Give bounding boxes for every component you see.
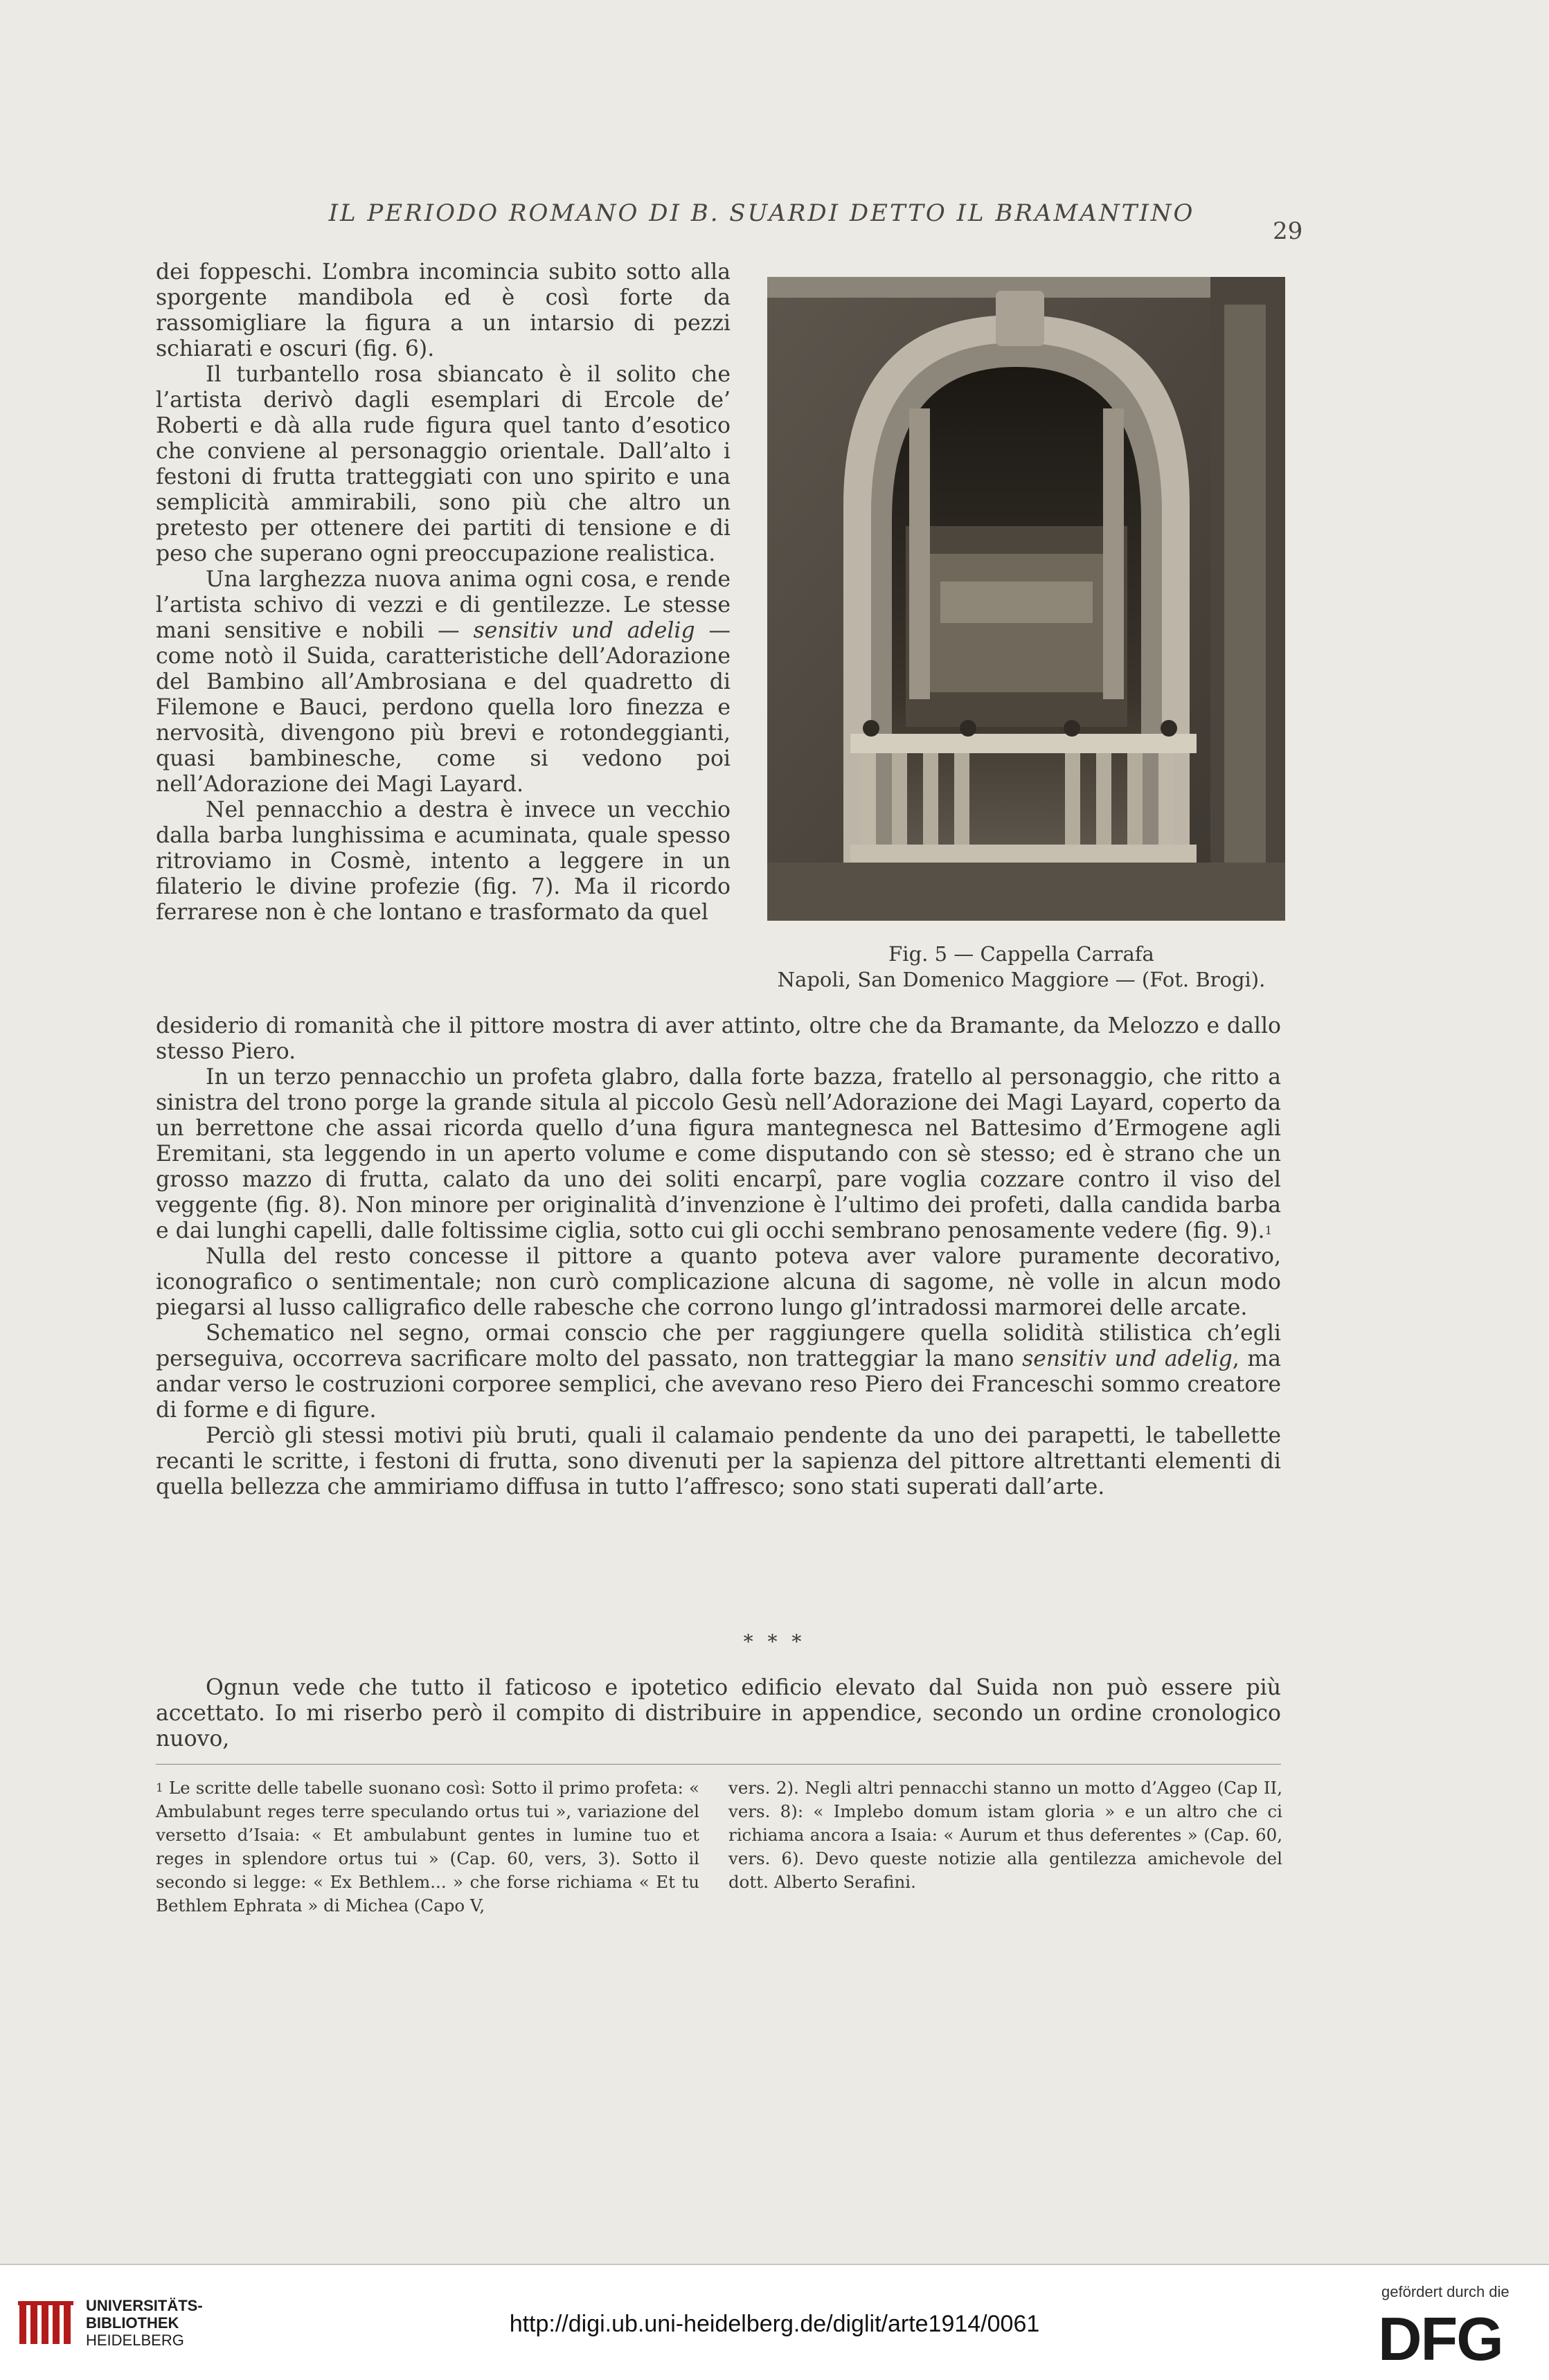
footer-divider (0, 2264, 1549, 2265)
permalink-url[interactable]: http://digi.ub.uni-heidelberg.de/diglit/arte1914/0061 (509, 2311, 1040, 2337)
paragraph (156, 1065, 1281, 1244)
footnote-left (156, 1776, 699, 1918)
text-run: In un terzo pennacchio un profeta glabro, dalla forte bazza, fratello al personaggio, che ritto a sinistra del trono porge la grande situla al piccolo Gesù nell’Adorazione dei Magi Layard, coperto da un berrettone che assai ricorda quello d’una figura mantegnesca nel Battesimo d’Ermogene agli Eremitani, sta leggendo in un aperto volume e come disputando con sè stesso; ed è strano che un grosso mazzo di frutta, calato da uno dei soliti encarpî, pare voglia cozzare contro il viso del veggente (fig. 8). Non minore per originalità d’invenzione è l’ultimo dei profeti, dalla candida barba e dai lunghi capelli, dalle foltissime ciglia, sotto cui gli occhi sembrano penosamente vedere (fig. 9). (156, 1065, 1281, 1243)
library-name-line: UNIVERSITÄTS- (86, 2297, 203, 2314)
paragraph: dei foppeschi. L’ombra incomincia subito sotto alla sporgente mandibola ed è così forte da rassomigliare la figura a un intarsio di pezzi schiarati e oscuri (fig. 6). (156, 260, 731, 361)
chapel-photo-illustration (767, 277, 1285, 921)
page-number: 29 (1273, 217, 1303, 245)
caption-line: Fig. 5 — Cappella Carrafa (888, 942, 1154, 966)
section-separator: * * * (743, 1630, 806, 1653)
wide-body-text (156, 1013, 1281, 1500)
footnote-marker: 1 (156, 1781, 163, 1795)
text-run: — come notò il Suida, caratteristiche dell’Adorazione del Bambino all’Ambrosiana e del quadretto di Filemone e Bauci, perdono quella loro finezza e nervosità, divengono più brevi e rotondeggianti, quasi bambinesche, come si vedono poi nell’Adorazione dei Magi Layard. (156, 618, 731, 797)
italic-term: sensitiv und adelig (473, 618, 695, 643)
figure-photograph (767, 277, 1285, 921)
italic-term: sensitiv und adelig (1022, 1346, 1233, 1371)
paragraph: Nel pennacchio a destra è invece un vecchio dalla barba lunghissima e acuminata, quale spesso ritroviamo in Cosmè, intento a leggere in un filaterio le divine profezie (fig. 7). Ma il ricordo ferrarese non è che lontano e trasformato da quel (156, 797, 731, 925)
paragraph: Ognun vede che tutto il faticoso e ipotetico edificio elevato dal Suida non può essere più accettato. Io mi riserbo però il compito di distribuire in appendice, secondo un ordine cronologico nuovo, (156, 1675, 1281, 1751)
footnote-ref: 1 (1264, 1224, 1273, 1238)
paragraph (156, 1321, 1281, 1423)
dfg-logo: DFG (1378, 2305, 1503, 2373)
paragraph (156, 567, 731, 797)
text-run: Schematico nel segno, ormai conscio che per raggiungere quella solidità stilistica ch’egli perseguiva, occorreva sacrificare molto del passato, non tratteggiar la mano (156, 1321, 1281, 1371)
digitization-footer (0, 2264, 1549, 2380)
paragraph: Il turbantello rosa sbiancato è il solito che l’artista derivò dagli esemplari di Ercole de’ Roberti e dà alla rude figura quel tanto d’esotico che conviene al personaggio orientale. Dall’alto i festoni di frutta tratteggiati con uno spirito e una semplicità ammirabili, sono più che altro un pretesto per ottenere dei partiti di tensione e di peso che superano ogni preoccupazione realistica. (156, 362, 731, 566)
footnote-divider (156, 1764, 1281, 1765)
left-column-text (156, 260, 731, 926)
running-header: IL PERIODO ROMANO DI B. SUARDI DETTO IL BRAMANTINO (328, 199, 1195, 227)
footnote-text: Le scritte delle tabelle suonano così: Sotto il primo profeta: « Ambulabunt reges terre speculando ortus tui », variazione del versetto d’Isaia: « Et ambulabunt gentes in lumine tuo et reges in splendore ortus tui » (Cap. 60, vers, 3). Sotto il secondo si legge: « Ex Bethlem... » che forse richiama « Et tu Bethlem Ephrata » di Michea (Capo V, (156, 1778, 699, 1915)
paragraph: desiderio di romanità che il pittore mostra di aver attinto, oltre che da Bramante, da Melozzo e dallo stesso Piero. (156, 1013, 1281, 1064)
text-run: Una larghezza nuova anima ogni cosa, e rende l’artista schivo di vezzi e di gentilezze. Le stesse mani sensitive e nobili — (156, 567, 731, 643)
library-name-line: BIBLIOTHEK (86, 2314, 179, 2332)
library-name-line: HEIDELBERG (86, 2332, 184, 2349)
funding-note: gefördert durch die (1381, 2283, 1510, 2300)
closing-text (156, 1675, 1281, 1752)
paragraph: Nulla del resto concesse il pittore a quanto poteva aver valore puramente decorativo, iconografico o sentimentale; non curò complicazione alcuna di sagome, nè volle in alcun modo piegarsi al lusso calligrafico delle rabesche che corrono lungo gl’intradossi marmorei delle arcate. (156, 1244, 1281, 1320)
text-run: , ma andar verso le costruzioni corporee semplici, che avevano reso Piero dei Franceschi sommo creatore di forme e di figure. (156, 1346, 1282, 1423)
paragraph: Perciò gli stessi motivi più bruti, quali il calamaio pendente da uno dei parapetti, le tabellette recanti le scritte, i festoni di frutta, sono divenuti per la sapienza del pittore altrettanti elementi di quella bellezza che ammiriamo diffusa in tutto l’affresco; sono stati superati dall’arte. (156, 1423, 1281, 1499)
footnote-right: vers. 2). Negli altri pennacchi stanno un motto d’Aggeo (Cap II, vers. 8): « Implebo domum istam gloria » e un altro che ci richiama ancora a Isaia: « Aurum et thus deferentes » (Cap. 60, vers. 6). Devo queste notizie alla gentilezza amichevole del dott. Alberto Serafini. (728, 1778, 1282, 1892)
figure-caption (744, 941, 1298, 993)
caption-line: Napoli, San Domenico Maggiore — (Fot. Brogi). (777, 968, 1266, 991)
